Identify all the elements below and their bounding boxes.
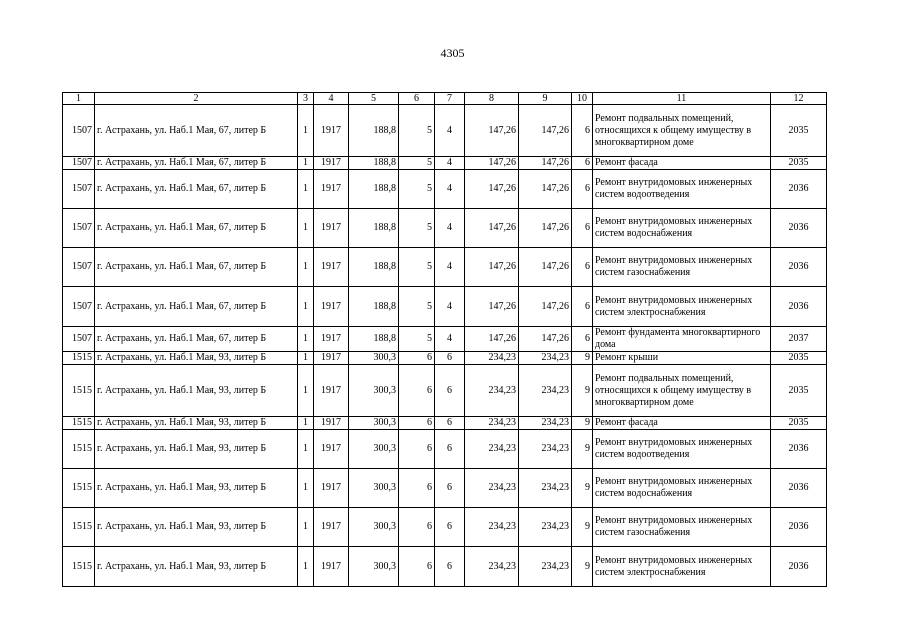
area-cell: 188,8 (349, 248, 399, 287)
column-header: 4 (314, 93, 349, 105)
planned-year-cell: 2036 (771, 248, 827, 287)
cell-col9: 147,26 (519, 327, 572, 352)
area-cell: 300,3 (349, 352, 399, 365)
row-number: 1515 (63, 469, 95, 508)
cell-col9: 234,23 (519, 417, 572, 430)
cell-col9: 147,26 (519, 170, 572, 209)
cell-col7: 4 (435, 287, 465, 327)
row-number: 1515 (63, 508, 95, 547)
row-number: 1515 (63, 365, 95, 417)
address-cell: г. Астрахань, ул. Наб.1 Мая, 67, литер Б (95, 327, 298, 352)
cell-col6: 6 (399, 352, 435, 365)
planned-year-cell: 2036 (771, 469, 827, 508)
planned-year-cell: 2035 (771, 105, 827, 157)
area-cell: 300,3 (349, 417, 399, 430)
cell-col7: 4 (435, 170, 465, 209)
cell-col7: 4 (435, 248, 465, 287)
planned-year-cell: 2036 (771, 508, 827, 547)
cell-col3: 1 (298, 170, 314, 209)
cell-col10: 6 (572, 287, 593, 327)
area-cell: 300,3 (349, 547, 399, 587)
cell-col8: 147,26 (465, 248, 519, 287)
year-built-cell: 1917 (314, 547, 349, 587)
table-row (63, 417, 827, 430)
area-cell: 188,8 (349, 170, 399, 209)
area-cell: 188,8 (349, 327, 399, 352)
work-type-cell: Ремонт подвальных помещений, относящихся к общему имуществу в многоквартирном доме (593, 105, 771, 157)
work-type-cell: Ремонт внутридомовых инженерных систем водоотведения (593, 430, 771, 469)
year-built-cell: 1917 (314, 170, 349, 209)
year-built-cell: 1917 (314, 469, 349, 508)
table-row (63, 209, 827, 248)
column-header: 2 (95, 93, 298, 105)
area-cell: 300,3 (349, 469, 399, 508)
column-header: 12 (771, 93, 827, 105)
cell-col6: 5 (399, 157, 435, 170)
cell-col10: 9 (572, 547, 593, 587)
table-row (63, 105, 827, 157)
row-number: 1515 (63, 547, 95, 587)
planned-year-cell: 2036 (771, 170, 827, 209)
cell-col10: 9 (572, 430, 593, 469)
cell-col7: 4 (435, 105, 465, 157)
address-cell: г. Астрахань, ул. Наб.1 Мая, 93, литер Б (95, 352, 298, 365)
address-cell: г. Астрахань, ул. Наб.1 Мая, 67, литер Б (95, 209, 298, 248)
cell-col8: 147,26 (465, 105, 519, 157)
column-header: 9 (519, 93, 572, 105)
work-type-cell: Ремонт внутридомовых инженерных систем электроснабжения (593, 547, 771, 587)
cell-col3: 1 (298, 352, 314, 365)
capital-repair-table (62, 92, 827, 587)
planned-year-cell: 2036 (771, 287, 827, 327)
work-type-cell: Ремонт внутридомовых инженерных систем газоснабжения (593, 508, 771, 547)
cell-col8: 234,23 (465, 430, 519, 469)
address-cell: г. Астрахань, ул. Наб.1 Мая, 67, литер Б (95, 157, 298, 170)
row-number: 1507 (63, 287, 95, 327)
planned-year-cell: 2036 (771, 547, 827, 587)
cell-col6: 5 (399, 287, 435, 327)
table-row (63, 365, 827, 417)
cell-col10: 6 (572, 157, 593, 170)
cell-col10: 9 (572, 508, 593, 547)
cell-col3: 1 (298, 430, 314, 469)
row-number: 1507 (63, 327, 95, 352)
cell-col8: 147,26 (465, 157, 519, 170)
planned-year-cell: 2035 (771, 157, 827, 170)
cell-col7: 4 (435, 327, 465, 352)
table-row (63, 547, 827, 587)
table-row (63, 248, 827, 287)
address-cell: г. Астрахань, ул. Наб.1 Мая, 67, литер Б (95, 170, 298, 209)
column-header: 1 (63, 93, 95, 105)
planned-year-cell: 2037 (771, 327, 827, 352)
cell-col9: 234,23 (519, 352, 572, 365)
planned-year-cell: 2035 (771, 365, 827, 417)
planned-year-cell: 2035 (771, 352, 827, 365)
cell-col10: 9 (572, 417, 593, 430)
column-header: 5 (349, 93, 399, 105)
address-cell: г. Астрахань, ул. Наб.1 Мая, 67, литер Б (95, 105, 298, 157)
row-number: 1507 (63, 170, 95, 209)
area-cell: 188,8 (349, 105, 399, 157)
cell-col9: 147,26 (519, 209, 572, 248)
year-built-cell: 1917 (314, 508, 349, 547)
cell-col8: 147,26 (465, 287, 519, 327)
cell-col7: 6 (435, 352, 465, 365)
year-built-cell: 1917 (314, 157, 349, 170)
cell-col7: 6 (435, 547, 465, 587)
address-cell: г. Астрахань, ул. Наб.1 Мая, 67, литер Б (95, 287, 298, 327)
cell-col7: 4 (435, 157, 465, 170)
row-number: 1515 (63, 430, 95, 469)
table-row (63, 469, 827, 508)
cell-col9: 147,26 (519, 157, 572, 170)
planned-year-cell: 2036 (771, 209, 827, 248)
cell-col3: 1 (298, 287, 314, 327)
address-cell: г. Астрахань, ул. Наб.1 Мая, 93, литер Б (95, 417, 298, 430)
area-cell: 188,8 (349, 157, 399, 170)
work-type-cell: Ремонт внутридомовых инженерных систем водоснабжения (593, 469, 771, 508)
row-number: 1507 (63, 157, 95, 170)
cell-col8: 234,23 (465, 417, 519, 430)
column-header: 7 (435, 93, 465, 105)
cell-col6: 6 (399, 547, 435, 587)
column-header: 10 (572, 93, 593, 105)
cell-col6: 5 (399, 170, 435, 209)
cell-col7: 4 (435, 209, 465, 248)
cell-col3: 1 (298, 105, 314, 157)
cell-col6: 6 (399, 469, 435, 508)
address-cell: г. Астрахань, ул. Наб.1 Мая, 93, литер Б (95, 430, 298, 469)
column-header: 6 (399, 93, 435, 105)
cell-col3: 1 (298, 508, 314, 547)
area-cell: 300,3 (349, 508, 399, 547)
cell-col7: 6 (435, 469, 465, 508)
cell-col6: 5 (399, 248, 435, 287)
work-type-cell: Ремонт фасада (593, 417, 771, 430)
table-row (63, 287, 827, 327)
table-row (63, 327, 827, 352)
work-type-cell: Ремонт внутридомовых инженерных систем электроснабжения (593, 287, 771, 327)
row-number: 1507 (63, 105, 95, 157)
address-cell: г. Астрахань, ул. Наб.1 Мая, 67, литер Б (95, 248, 298, 287)
row-number: 1507 (63, 248, 95, 287)
cell-col10: 6 (572, 209, 593, 248)
cell-col7: 6 (435, 430, 465, 469)
table-row (63, 157, 827, 170)
cell-col7: 6 (435, 508, 465, 547)
cell-col9: 147,26 (519, 248, 572, 287)
work-type-cell: Ремонт внутридомовых инженерных систем водоснабжения (593, 209, 771, 248)
cell-col3: 1 (298, 547, 314, 587)
row-number: 1515 (63, 352, 95, 365)
cell-col9: 234,23 (519, 430, 572, 469)
table-row (63, 352, 827, 365)
work-type-cell: Ремонт внутридомовых инженерных систем водоотведения (593, 170, 771, 209)
year-built-cell: 1917 (314, 105, 349, 157)
cell-col10: 6 (572, 327, 593, 352)
year-built-cell: 1917 (314, 352, 349, 365)
cell-col8: 234,23 (465, 365, 519, 417)
year-built-cell: 1917 (314, 287, 349, 327)
year-built-cell: 1917 (314, 365, 349, 417)
cell-col10: 6 (572, 248, 593, 287)
cell-col9: 147,26 (519, 105, 572, 157)
cell-col8: 234,23 (465, 508, 519, 547)
cell-col9: 234,23 (519, 508, 572, 547)
cell-col6: 6 (399, 430, 435, 469)
column-header: 8 (465, 93, 519, 105)
page-number: 4305 (440, 46, 465, 60)
table-row (63, 430, 827, 469)
column-header: 3 (298, 93, 314, 105)
address-cell: г. Астрахань, ул. Наб.1 Мая, 93, литер Б (95, 365, 298, 417)
cell-col10: 9 (572, 365, 593, 417)
year-built-cell: 1917 (314, 209, 349, 248)
year-built-cell: 1917 (314, 327, 349, 352)
work-type-cell: Ремонт фундамента многоквартирного дома (593, 327, 771, 352)
cell-col8: 147,26 (465, 209, 519, 248)
cell-col6: 6 (399, 365, 435, 417)
cell-col10: 9 (572, 469, 593, 508)
cell-col3: 1 (298, 469, 314, 508)
cell-col6: 6 (399, 417, 435, 430)
cell-col10: 6 (572, 170, 593, 209)
work-type-cell: Ремонт внутридомовых инженерных систем газоснабжения (593, 248, 771, 287)
row-number: 1515 (63, 417, 95, 430)
cell-col10: 6 (572, 105, 593, 157)
area-cell: 188,8 (349, 209, 399, 248)
year-built-cell: 1917 (314, 248, 349, 287)
table-header-row (63, 93, 827, 105)
work-type-cell: Ремонт подвальных помещений, относящихся к общему имуществу в многоквартирном доме (593, 365, 771, 417)
row-number: 1507 (63, 209, 95, 248)
cell-col6: 5 (399, 327, 435, 352)
cell-col7: 6 (435, 365, 465, 417)
year-built-cell: 1917 (314, 430, 349, 469)
cell-col3: 1 (298, 327, 314, 352)
cell-col6: 5 (399, 105, 435, 157)
cell-col9: 147,26 (519, 287, 572, 327)
cell-col3: 1 (298, 209, 314, 248)
cell-col9: 234,23 (519, 469, 572, 508)
cell-col8: 234,23 (465, 352, 519, 365)
column-header: 11 (593, 93, 771, 105)
cell-col3: 1 (298, 157, 314, 170)
area-cell: 188,8 (349, 287, 399, 327)
address-cell: г. Астрахань, ул. Наб.1 Мая, 93, литер Б (95, 547, 298, 587)
cell-col8: 147,26 (465, 327, 519, 352)
table-row (63, 170, 827, 209)
cell-col7: 6 (435, 417, 465, 430)
cell-col10: 9 (572, 352, 593, 365)
cell-col3: 1 (298, 417, 314, 430)
cell-col8: 147,26 (465, 170, 519, 209)
planned-year-cell: 2036 (771, 430, 827, 469)
cell-col6: 6 (399, 508, 435, 547)
area-cell: 300,3 (349, 430, 399, 469)
cell-col9: 234,23 (519, 547, 572, 587)
work-type-cell: Ремонт фасада (593, 157, 771, 170)
cell-col3: 1 (298, 248, 314, 287)
table-row (63, 508, 827, 547)
work-type-cell: Ремонт крыши (593, 352, 771, 365)
cell-col8: 234,23 (465, 469, 519, 508)
cell-col9: 234,23 (519, 365, 572, 417)
address-cell: г. Астрахань, ул. Наб.1 Мая, 93, литер Б (95, 469, 298, 508)
planned-year-cell: 2035 (771, 417, 827, 430)
cell-col8: 234,23 (465, 547, 519, 587)
cell-col3: 1 (298, 365, 314, 417)
area-cell: 300,3 (349, 365, 399, 417)
address-cell: г. Астрахань, ул. Наб.1 Мая, 93, литер Б (95, 508, 298, 547)
year-built-cell: 1917 (314, 417, 349, 430)
cell-col6: 5 (399, 209, 435, 248)
